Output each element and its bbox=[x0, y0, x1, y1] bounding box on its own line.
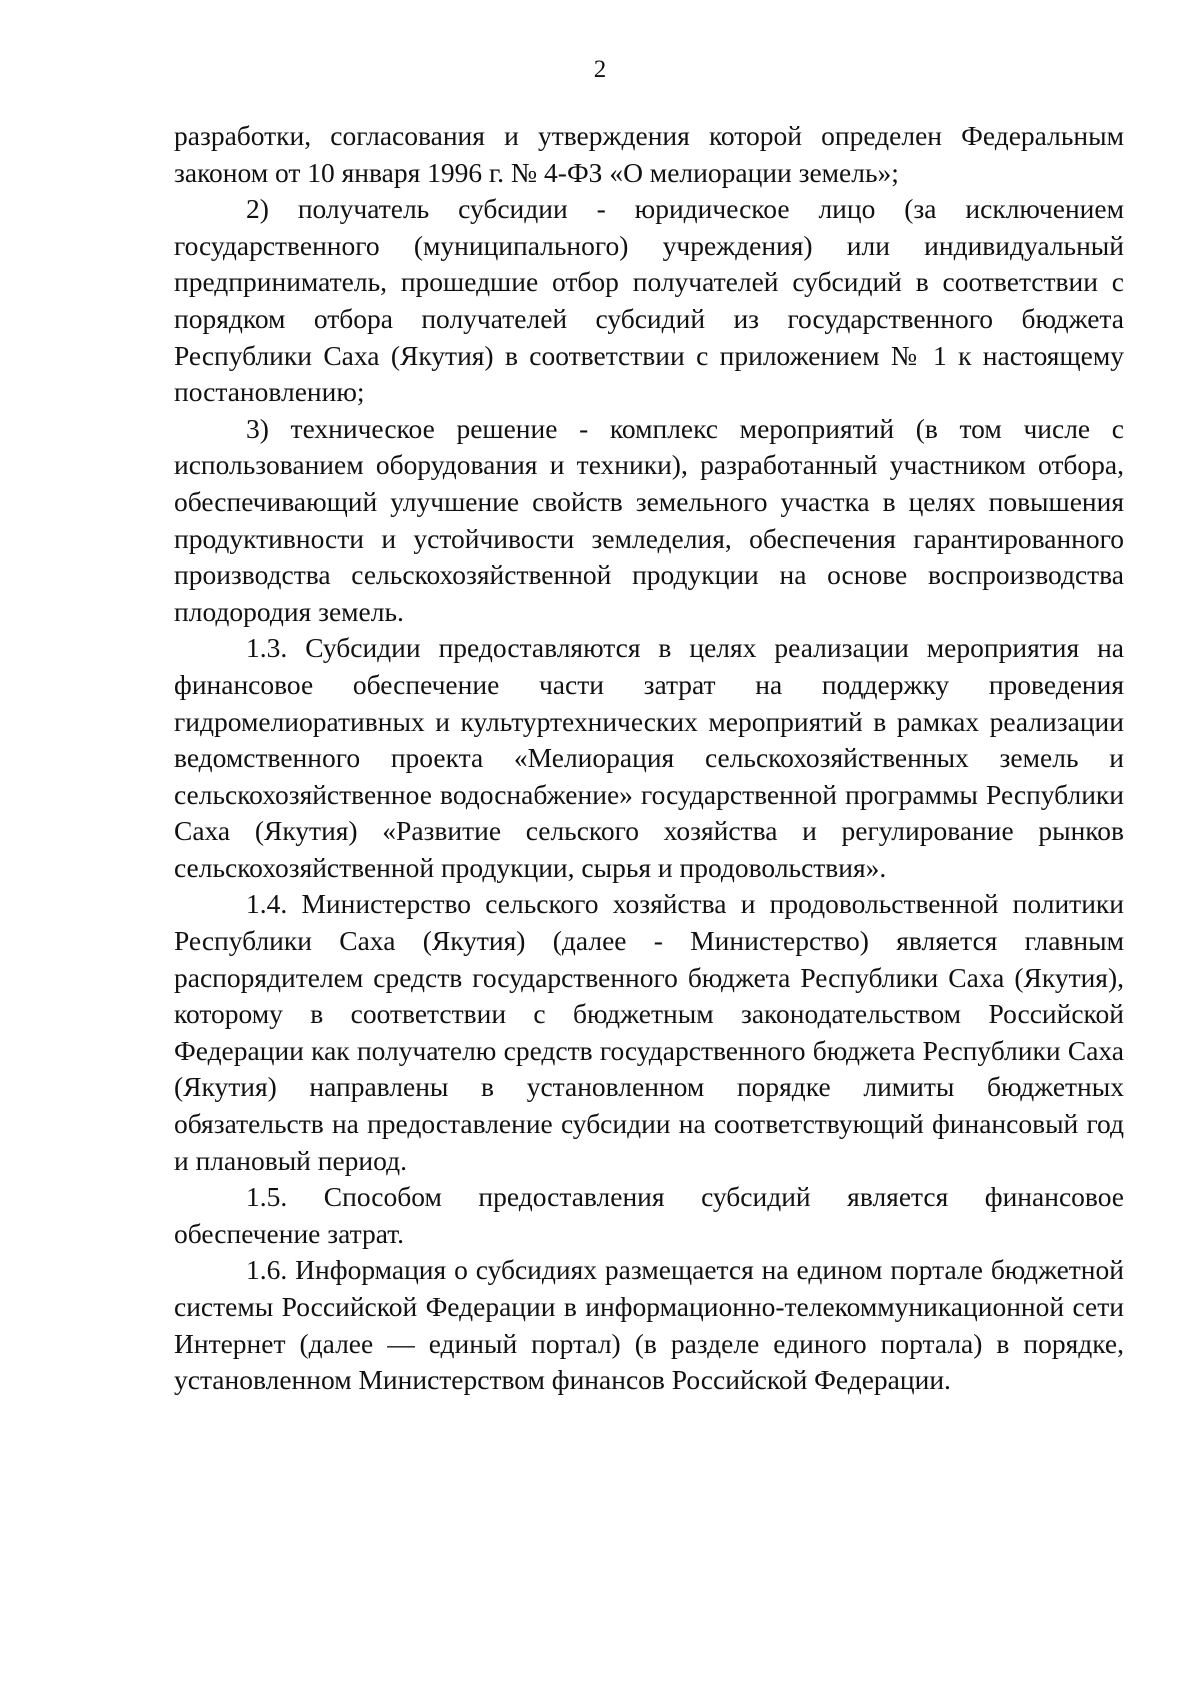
paragraph-section-1-4: 1.4. Министерство сельского хозяйства и продовольственной политики Республики Саха (Якутия) (далее - Министерство) является главным распорядителем средств государственного бюджета Республики Саха (Якутия), которому в соответствии с бюджетным законодательством Российской Федерации как получателю средств государственного бюджета Республики Саха (Якутия) направлены в установленном порядке лимиты бюджетных обязательств на предоставление субсидии на соответствующий финансовый год и плановый период. bbox=[174, 888, 1124, 1176]
paragraph-item-3: 3) техническое решение - комплекс мероприятий (в том числе с использованием оборудования и техники), разработанный участником отбора, обеспечивающий улучшение свойств земельного участка в целях повышения продуктивности и устойчивости земледелия, обеспечения гарантированного производства сельскохозяйственной продукции на основе воспроизводства плодородия земель. bbox=[174, 412, 1124, 627]
page-number: 2 bbox=[593, 56, 607, 83]
document-body bbox=[174, 118, 1124, 1399]
paragraph-item-2: 2) получатель субсидии - юридическое лицо (за исключением государственного (муниципального) учреждения) или индивидуальный предприниматель, прошедшие отбор получателей субсидий в соответствии с порядком отбора получателей субсидий из государственного бюджета Республики Саха (Якутия) в соответствии с приложением № 1 к настоящему постановлению; bbox=[174, 193, 1124, 408]
paragraph-section-1-5: 1.5. Способом предоставления субсидий является финансовое обеспечение затрат. bbox=[174, 1181, 1124, 1249]
paragraph-continuation: разработки, согласования и утверждения которой определен Федеральным законом от 10 января 1996 г. № 4-ФЗ «О мелиорации земель»; bbox=[174, 120, 1124, 188]
paragraph-section-1-3: 1.3. Субсидии предоставляются в целях реализации мероприятия на финансовое обеспечение части затрат на поддержку проведения гидромелиоративных и культуртехнических мероприятий в рамках реализации ведомственного проекта «Мелиорация сельскохозяйственных земель и сельскохозяйственное водоснабжение» государственной программы Республики Саха (Якутия) «Развитие сельского хозяйства и регулирование рынков сельскохозяйственной продукции, сырья и продовольствия». bbox=[174, 632, 1124, 883]
paragraph-section-1-6: 1.6. Информация о субсидиях размещается на едином портале бюджетной системы Российской Федерации в информационно-телекоммуникационной сети Интернет (далее — единый портал) (в разделе единого портала) в порядке, установленном Министерством финансов Российской Федерации. bbox=[174, 1254, 1124, 1396]
